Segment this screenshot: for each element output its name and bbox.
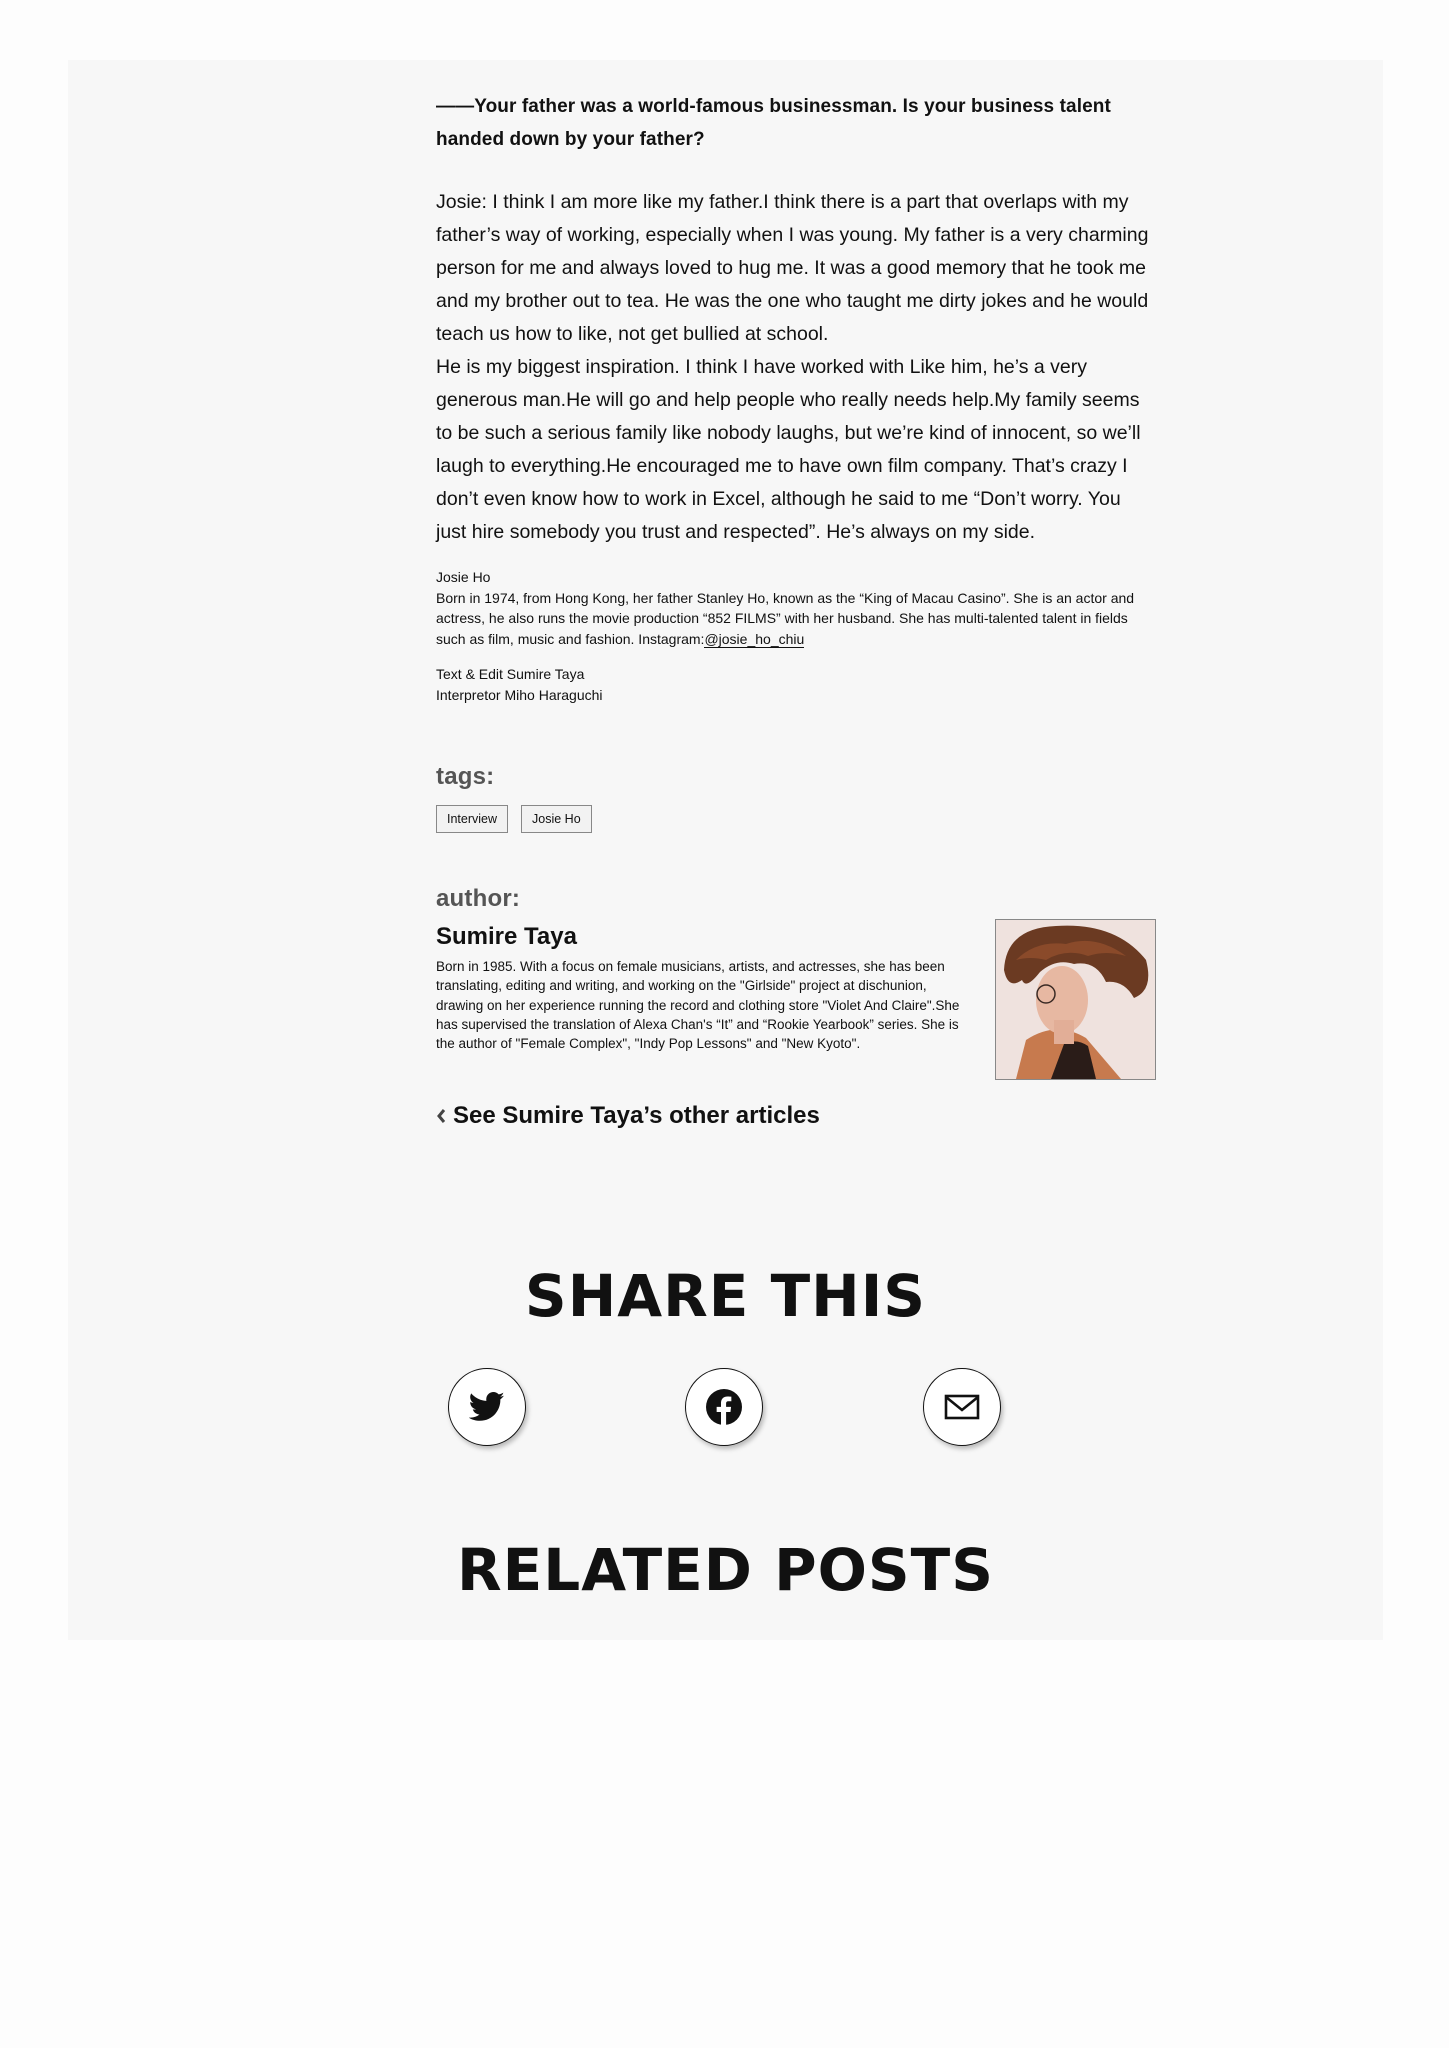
- tag-interview[interactable]: Interview: [436, 805, 508, 833]
- author-name[interactable]: Sumire Taya: [436, 923, 577, 950]
- answer-paragraph: He is my biggest inspiration. I think I have worked with Like him, he’s a very generous man.He will go and help people who really needs help.My family seems to be such a serious family like nobody laughs, but we’re kind of innocent, so we’ll laugh to everything.He encouraged me to have own film company. That’s crazy I don’t even know how to work in Excel, although he said to me “Don’t worry. You just hire somebody you trust and respected”. He’s always on my side.: [436, 356, 1141, 543]
- interview-question: ——Your father was a world-famous businessman. Is your business talent handed down by your father?: [436, 96, 1111, 150]
- interviewee-bio: [436, 567, 1156, 649]
- bio-text: [436, 588, 1156, 650]
- share-buttons: [68, 1368, 1383, 1448]
- author-bio: Born in 1985. With a focus on female musicians, artists, and actresses, she has been translating, editing and writing, and working on the "Girlside" project at dischunion, drawing on her experience running the record and clothing store "Violet And Claire".She has supervised the translation of Alexa Chan's “It” and “Rookie Yearbook” series. She is the author of "Female Complex", "Indy Pop Lessons" and "New Kyoto".: [436, 959, 960, 1052]
- mail-icon: [944, 1393, 980, 1421]
- article-panel: [68, 60, 1383, 1640]
- instagram-link[interactable]: @josie_ho_chiu: [704, 630, 805, 647]
- chevron-left-icon: [436, 1107, 446, 1125]
- bio-name: Josie Ho: [436, 569, 491, 585]
- credit-line: Text & Edit Sumire Taya: [436, 666, 585, 682]
- twitter-icon: [469, 1392, 505, 1422]
- tag-josie-ho[interactable]: Josie Ho: [521, 805, 592, 833]
- other-articles-label: See Sumire Taya’s other articles: [453, 1102, 820, 1129]
- credits: [436, 664, 1156, 705]
- author-avatar[interactable]: [995, 919, 1156, 1080]
- tags-label: tags:: [436, 763, 495, 790]
- author-portrait-image: [996, 920, 1155, 1079]
- author-label: author:: [436, 885, 521, 912]
- bio-body: Born in 1974, from Hong Kong, her father Stanley Ho, known as the “King of Macau Casino”. She is an actor and actress, he also runs the movie production “852 FILMS” with her husband. She has multi-talented talent in fields such as film, music and fashion. Instagram:: [436, 589, 1135, 647]
- email-share-button[interactable]: [923, 1368, 1001, 1446]
- credit-line: Interpretor Miho Haraguchi: [436, 686, 603, 703]
- facebook-share-button[interactable]: [685, 1368, 763, 1446]
- author-card: [436, 923, 1156, 1080]
- answer-paragraph: Josie: I think I am more like my father.I think there is a part that overlaps with my father’s way of working, especially when I was young. My father is a very charming person for me and always loved to hug me. It was a good memory that he took me and my brother out to tea. He was the one who taught me dirty jokes and he would teach us how to like, not get bullied at school.: [436, 191, 1149, 345]
- interview-answer: [436, 186, 1156, 549]
- related-posts-title: RELATED POSTS: [456, 1536, 995, 1604]
- twitter-share-button[interactable]: [448, 1368, 526, 1446]
- article-column: [436, 90, 1156, 1130]
- other-articles-link[interactable]: [436, 1102, 1156, 1130]
- tag-list: [436, 805, 1156, 833]
- author-info: [436, 923, 961, 1080]
- facebook-icon: [706, 1389, 742, 1425]
- share-title: SHARE THIS: [524, 1262, 927, 1330]
